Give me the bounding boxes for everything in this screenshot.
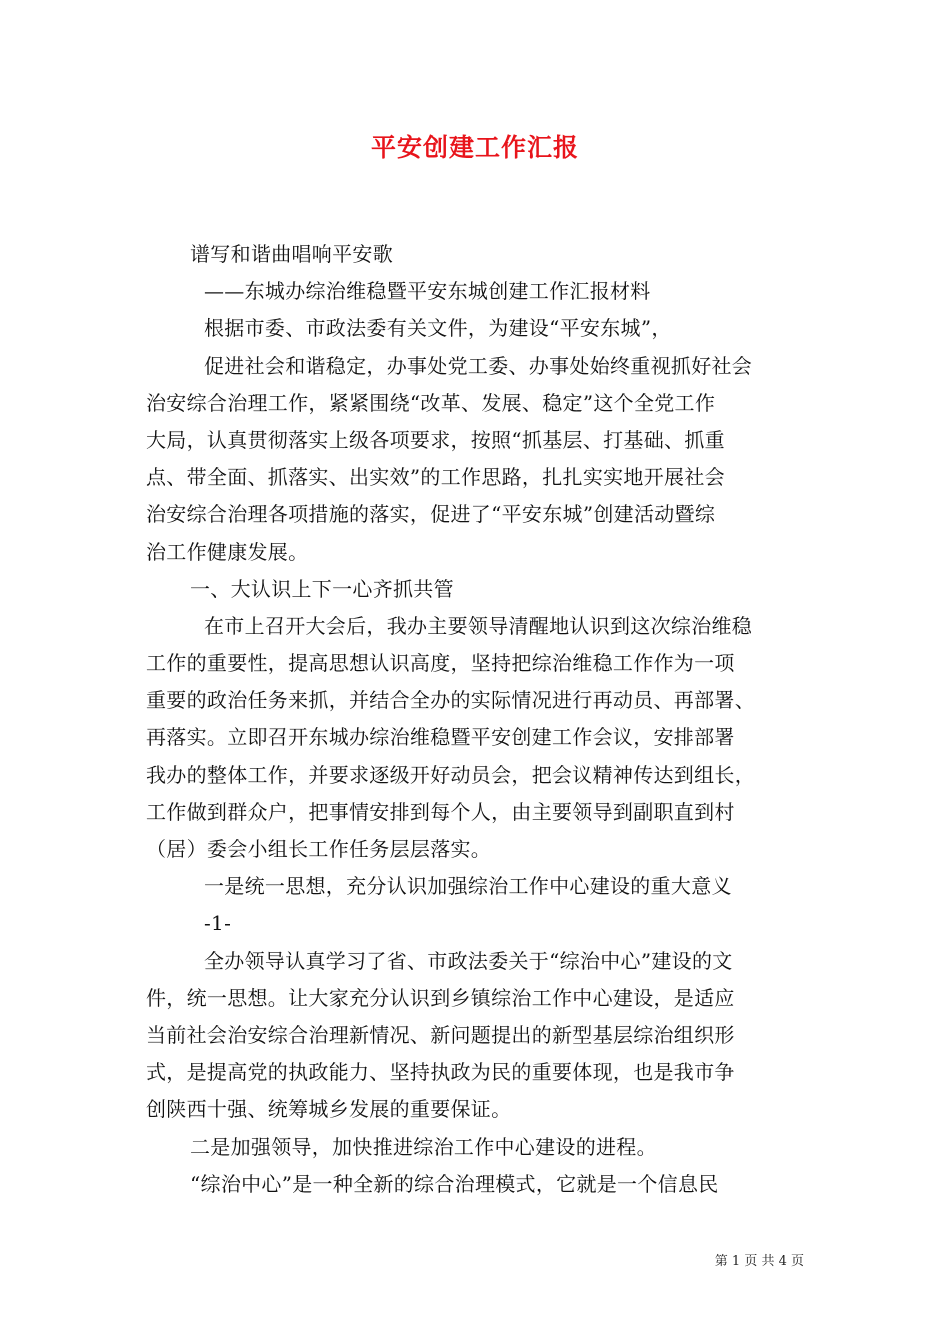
body-line: 治安综合治理工作，紧紧围绕“改革、发展、稳定”这个全党工作 — [146, 390, 716, 415]
body-line: 式，是提高党的执政能力、坚持执政为民的重要体现，也是我市争 — [146, 1060, 735, 1085]
body-line: 治工作健康发展。 — [146, 539, 309, 564]
body-line: 点、带全面、抓落实、出实效”的工作思路，扎扎实实地开展社会 — [146, 465, 725, 490]
body-line: 工作的重要性，提高思想认识高度，坚持把综治维稳工作作为一项 — [146, 651, 735, 676]
body-line: （居）委会小组长工作任务层层落实。 — [146, 837, 492, 861]
body-line: “综治中心”是一种全新的综合治理模式，它就是一个信息民 — [190, 1171, 719, 1196]
page-number: 第 1 页 共 4 页 — [714, 1254, 804, 1269]
document-title: 平安创建工作汇报 — [370, 133, 579, 162]
body-line: 二是加强领导，加快推进综治工作中心建设的进程。 — [190, 1134, 657, 1159]
body-line: ——东城办综治维稳暨平安东城创建工作汇报材料 — [204, 279, 651, 304]
body-line: 当前社会治安综合治理新情况、新问题提出的新型基层综治组织形 — [146, 1022, 735, 1047]
body-line: 再落实。立即召开东城办综治维稳暨平安创建工作会议，安排部署 — [146, 725, 735, 750]
body-line: 治安综合治理各项措施的落实，促进了“平安东城”创建活动暨综 — [146, 502, 716, 527]
body-line: 重要的政治任务来抓，并结合全办的实际情况进行再动员、再部署、 — [146, 688, 755, 713]
body-line: 工作做到群众户，把事情安排到每个人，由主要领导到副职直到村 — [146, 799, 735, 824]
body-line: 大局，认真贯彻落实上级各项要求，按照“抓基层、打基础、抓重 — [146, 427, 725, 452]
body-line: -1- — [204, 911, 232, 936]
body-line: 一是统一思想，充分认识加强综治工作中心建设的重大意义 — [204, 874, 732, 899]
body-line: 我办的整体工作，并要求逐级开好动员会，把会议精神传达到组长， — [146, 762, 755, 787]
document-body — [146, 236, 806, 1203]
body-line: 全办领导认真学习了省、市政法委关于“综治中心”建设的文 — [204, 948, 733, 973]
body-line: 创陕西十强、统筹城乡发展的重要保证。 — [146, 1097, 512, 1122]
body-line: 在市上召开大会后，我办主要领导清醒地认识到这次综治维稳 — [204, 613, 753, 638]
body-line: 促进社会和谐稳定，办事处党工委、办事处始终重视抓好社会 — [204, 353, 753, 378]
body-line: 谱写和谐曲唱响平安歌 — [190, 242, 393, 266]
body-line: 一、大认识上下一心齐抓共管 — [190, 576, 454, 601]
body-line: 件，统一思想。让大家充分认识到乡镇综治工作中心建设，是适应 — [146, 985, 735, 1010]
body-line: 根据市委、市政法委有关文件，为建设“平安东城”， — [204, 316, 672, 341]
